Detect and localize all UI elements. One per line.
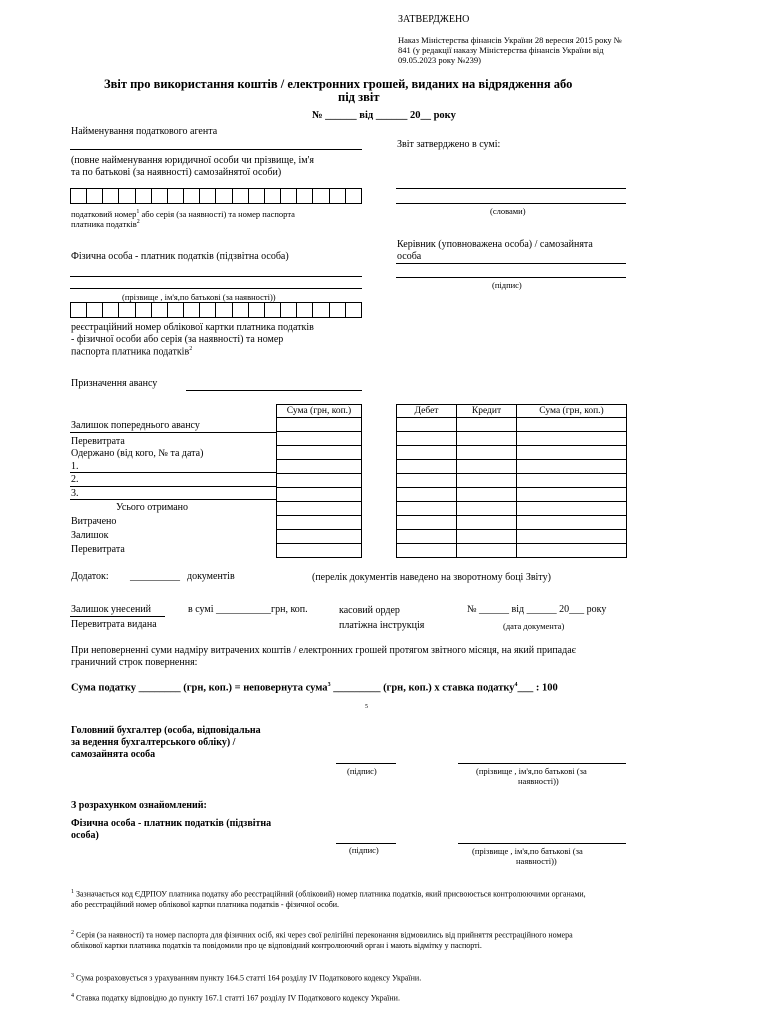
debit-cell[interactable] [397, 530, 457, 544]
agent-name-line[interactable] [70, 149, 362, 150]
credit-cell[interactable] [457, 432, 517, 446]
accountant-line-3: самозайнята особа [71, 749, 156, 760]
accountant-line-1: Головний бухгалтер (особа, відповідальна [71, 725, 261, 736]
code-digit-cell[interactable] [232, 189, 248, 204]
debit-cell[interactable] [397, 474, 457, 488]
agent-label: Найменування податкового агента [71, 126, 218, 137]
credit-cell[interactable] [457, 488, 517, 502]
head-label-1: Керівник (уповноважена особа) / самозайнята [397, 239, 593, 250]
strike-rule [70, 616, 165, 617]
credit-cell[interactable] [457, 530, 517, 544]
individual-reg-3: паспорта платника податків$^2$ [71, 346, 193, 358]
debit-cell[interactable] [397, 446, 457, 460]
return-document-number[interactable]: № ______ від ______ 20___ року [467, 604, 607, 615]
code-digit-cell[interactable] [313, 189, 329, 204]
head-signature-line[interactable] [396, 277, 626, 278]
head-name-line[interactable] [396, 263, 626, 264]
return-sum[interactable]: в сумі ___________грн, коп. [188, 604, 308, 615]
code-digit-cell[interactable] [87, 303, 103, 318]
individual-reg-1: реєстраційний номер облікової картки платника податків [71, 322, 314, 333]
accountant-signature-line[interactable] [336, 763, 396, 764]
acquainted-name-hint-1: (прізвище , ім'я,по батькові (за [472, 846, 583, 856]
attachment-note: (перелік документів наведено на зворотному боці Звіту) [312, 572, 551, 583]
title-line-2: під звіт [338, 90, 380, 104]
tax-formula: Сума податку ________ (грн, коп.) = неповернута сума$^3$ _________ (грн, коп.) х ставка податку$^4$___ : 100 [71, 682, 558, 694]
code-digit-cell[interactable] [216, 189, 232, 204]
code-digit-cell[interactable] [297, 189, 313, 204]
acquainted-line-1: Фізична особа - платник податків (підзвітна [71, 818, 272, 829]
report-number-line: № ______ від ______ 20__ року [312, 110, 456, 121]
code-digit-cell[interactable] [87, 189, 103, 204]
code-digit-cell[interactable] [232, 303, 248, 318]
code-digit-cell[interactable] [103, 303, 119, 318]
approved-sum-label: Звіт затверджено в сумі: [397, 139, 501, 150]
code-digit-cell[interactable] [329, 189, 345, 204]
code-digit-cell[interactable] [216, 303, 232, 318]
agent-taxcode-caption-2: платника податків$^2$ [71, 219, 140, 229]
code-digit-cell[interactable] [313, 303, 329, 318]
amount-header: Сума (грн, коп.) [517, 405, 627, 418]
row-label-4: 2. [71, 474, 79, 485]
debit-cell[interactable] [397, 460, 457, 474]
individual-name-hint: (прізвище , ім'я,по батькові (за наявності)) [122, 292, 276, 302]
acquainted-signature-hint: (підпис) [349, 845, 379, 855]
row-label-1: Перевитрата [71, 436, 125, 447]
code-digit-cell[interactable] [167, 189, 183, 204]
credit-cell[interactable] [457, 474, 517, 488]
left-sum-table [276, 404, 362, 558]
debit-cell[interactable] [397, 418, 457, 432]
order-line-2: 841 (у редакції наказу Міністерства фінансів України від [398, 45, 604, 55]
advance-purpose-line[interactable] [186, 390, 362, 391]
cash-order-label: касовий ордер [339, 605, 400, 616]
footnote-3: $^3$ Сума розраховується з урахуванням пункту 164.5 статті 164 розділу IV Податкового кодексу України. [71, 973, 422, 983]
acquainted-name-hint-2: наявності)) [516, 856, 557, 866]
row-label-0: Залишок попереднього авансу [71, 420, 200, 431]
sum-cell[interactable] [277, 530, 362, 544]
attachment-docs: документів [187, 571, 235, 582]
sum-cell[interactable] [277, 502, 362, 516]
amount-cell[interactable] [517, 544, 627, 558]
row-rule [70, 432, 276, 433]
sum-cell[interactable] [277, 460, 362, 474]
credit-cell[interactable] [457, 446, 517, 460]
nonreturn-line-2: граничний строк повернення: [71, 657, 198, 668]
code-digit-cell[interactable] [329, 303, 345, 318]
credit-cell[interactable] [457, 460, 517, 474]
agent-taxcode-caption-1: податковий номер$^1$ або серія (за наявності) та номер паспорта [71, 209, 295, 219]
debit-cell[interactable] [397, 544, 457, 558]
code-digit-cell[interactable] [345, 189, 361, 204]
code-digit-cell[interactable] [281, 303, 297, 318]
amount-cell[interactable] [517, 516, 627, 530]
order-line-1: Наказ Міністерства фінансів України 28 вересня 2015 року № [398, 35, 622, 45]
individual-reg-2: - фізичної особи або серія (за наявності) та номер [71, 334, 284, 345]
nonreturn-line-1: При неповерненні суми надміру витрачених коштів / електронних грошей протягом звітного місяця, на який припадає [71, 645, 576, 656]
accounting-table [396, 404, 627, 558]
amount-cell[interactable] [517, 418, 627, 432]
accountant-name-hint-2: наявності)) [518, 776, 559, 786]
code-digit-cell[interactable] [184, 303, 200, 318]
approved-label: ЗАТВЕРДЖЕНО [398, 14, 470, 25]
sum-cell[interactable] [277, 488, 362, 502]
acquainted-name-line[interactable] [458, 843, 626, 844]
sum-cell[interactable] [277, 544, 362, 558]
credit-cell[interactable] [457, 544, 517, 558]
credit-cell[interactable] [457, 502, 517, 516]
sum-cell[interactable] [277, 446, 362, 460]
amount-cell[interactable] [517, 502, 627, 516]
code-digit-cell[interactable] [135, 303, 151, 318]
code-digit-cell[interactable] [103, 189, 119, 204]
balance-deposited: Залишок унесений [71, 604, 152, 615]
amount-cell[interactable] [517, 446, 627, 460]
accountant-name-hint-1: (прізвище , ім'я,по батькові (за [476, 766, 587, 776]
code-digit-cell[interactable] [184, 189, 200, 204]
code-digit-cell[interactable] [119, 189, 135, 204]
acquainted-line-2: особа) [71, 830, 99, 841]
code-digit-cell[interactable] [151, 189, 167, 204]
code-digit-cell[interactable] [248, 189, 264, 204]
code-digit-cell[interactable] [200, 303, 216, 318]
row-label-8: Залишок [71, 530, 109, 541]
title-line-1: Звіт про використання коштів / електронних грошей, виданих на відрядження або [104, 77, 573, 91]
row-label-3: 1. [71, 461, 79, 472]
sum-cell[interactable] [277, 432, 362, 446]
footnote-4: $^4$ Ставка податку відповідно до пункту 167.1 статті 167 розділу IV Податкового кодексу України. [71, 993, 400, 1003]
row-label-5: 3. [71, 488, 79, 499]
agent-hint-2: та по батькові (за наявності) самозайнятої особи) [71, 167, 282, 178]
footnote-1: $^1$ Зазначається код ЄДРПОУ платника податку або реєстраційний (обліковий) номер платника податків, який присвоюється контролюючими органами, або реєстраційний номер облікової картки платника податків - фізичної особи. [71, 889, 586, 909]
code-digit-cell[interactable] [151, 303, 167, 318]
order-line-3: 09.05.2023 року №239) [398, 55, 481, 65]
code-digit-cell[interactable] [71, 303, 87, 318]
debit-cell[interactable] [397, 432, 457, 446]
accountant-line-2: за ведення бухгалтерського обліку) / [71, 737, 236, 748]
overspend-issued: Перевитрата видана [71, 619, 157, 630]
sum-cell[interactable] [277, 474, 362, 488]
accountant-name-line[interactable] [458, 763, 626, 764]
credit-cell[interactable] [457, 418, 517, 432]
row-label-2: Одержано (від кого, № та дата) [71, 448, 204, 459]
individual-label: Фізична особа - платник податків (підзвітна особа) [71, 251, 289, 262]
sum-cell[interactable] [277, 516, 362, 530]
sum-column-header: Сума (грн, коп.) [277, 405, 362, 418]
individual-name-line-1[interactable] [70, 276, 362, 277]
code-digit-cell[interactable] [264, 189, 280, 204]
row-label-7: Витрачено [71, 516, 117, 527]
code-digit-cell[interactable] [264, 303, 280, 318]
advance-purpose-label: Призначення авансу [71, 378, 158, 389]
row-rule [70, 499, 276, 500]
code-digit-cell[interactable] [281, 189, 297, 204]
row-rule [70, 472, 276, 473]
attachment-label: Додаток: [71, 571, 109, 582]
code-digit-cell[interactable] [248, 303, 264, 318]
code-digit-cell[interactable] [297, 303, 313, 318]
debit-cell[interactable] [397, 488, 457, 502]
code-digit-cell[interactable] [167, 303, 183, 318]
credit-cell[interactable] [457, 516, 517, 530]
head-label-2: особа [397, 251, 422, 262]
attachment-count[interactable]: __________ [130, 571, 180, 582]
accountant-signature-hint: (підпис) [347, 766, 377, 776]
row-label-9: Перевитрата [71, 544, 125, 555]
amount-cell[interactable] [517, 432, 627, 446]
amount-cell[interactable] [517, 460, 627, 474]
credit-header: Кредит [457, 405, 517, 418]
debit-cell[interactable] [397, 502, 457, 516]
row-rule [70, 486, 276, 487]
code-digit-cell[interactable] [345, 303, 361, 318]
amount-cell[interactable] [517, 474, 627, 488]
acquainted-signature-line[interactable] [336, 843, 396, 844]
footnote-2: $^2$ Серія (за наявності) та номер паспорта для фізичних осіб, які через свої релігійні переконання відмовились від прийняття реєстраційного номера облікової картки платника податків та повідомили про це відповідний контролюючий орган і мають відмітку у паспорті. [71, 930, 573, 950]
amount-cell[interactable] [517, 488, 627, 502]
code-digit-cell[interactable] [119, 303, 135, 318]
approved-sum-line-2[interactable] [396, 203, 626, 204]
code-digit-cell[interactable] [135, 189, 151, 204]
individual-reg-cells[interactable] [70, 302, 362, 318]
amount-cell[interactable] [517, 530, 627, 544]
sum-cell[interactable] [277, 418, 362, 432]
debit-header: Дебет [397, 405, 457, 418]
head-signature-hint: (підпис) [492, 280, 522, 290]
words-hint: (словами) [490, 206, 526, 216]
acquainted-title: З розрахунком ознайомлений: [71, 800, 207, 811]
agent-taxcode-cells[interactable] [70, 188, 362, 204]
code-digit-cell[interactable] [200, 189, 216, 204]
debit-cell[interactable] [397, 516, 457, 530]
approved-sum-line-1[interactable] [396, 188, 626, 189]
agent-hint-1: (повне найменування юридичної особи чи прізвище, ім'я [71, 155, 315, 166]
formula-footnote-mark: 5 [365, 704, 368, 710]
code-digit-cell[interactable] [71, 189, 87, 204]
individual-name-line-2[interactable] [70, 288, 362, 289]
row-label-6: Усього отримано [116, 502, 188, 513]
document-date-hint: (дата документа) [503, 621, 565, 631]
payment-instruction-label: платіжна інструкція [339, 620, 425, 631]
